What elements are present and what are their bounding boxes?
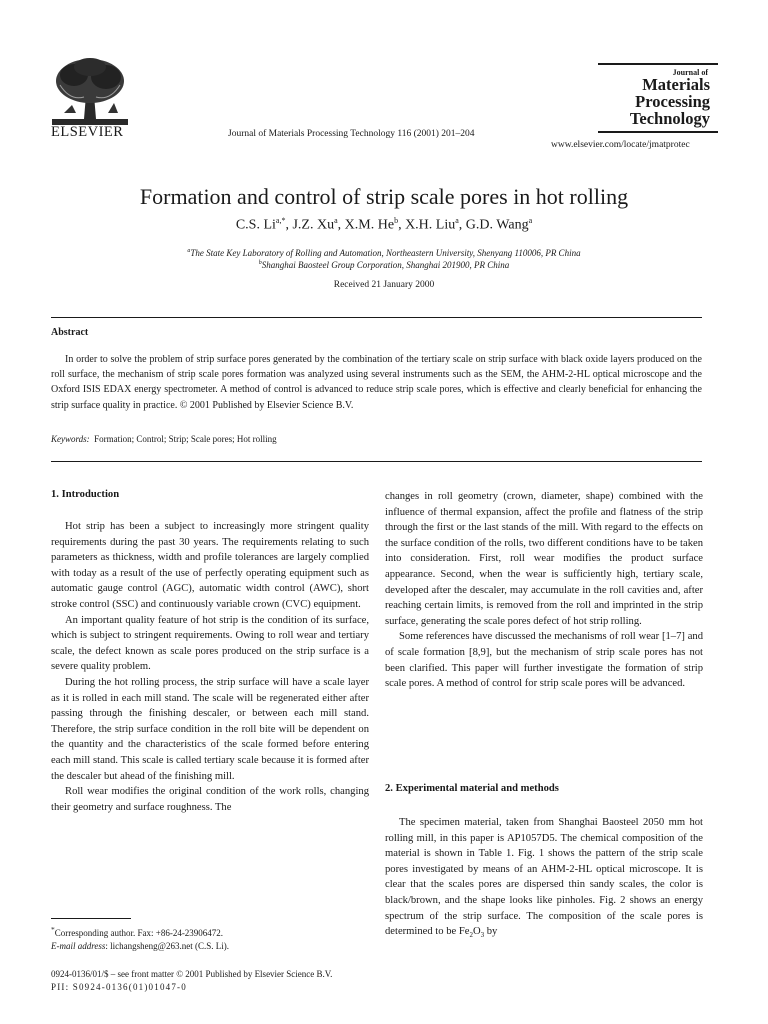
brand-title-line: Materials [642, 75, 710, 94]
brand-title-line: Processing [635, 92, 710, 111]
brand-rule-bottom [598, 131, 718, 133]
divider [51, 461, 702, 462]
keywords-list: Formation; Control; Strip; Scale pores; Hot rolling [94, 434, 277, 444]
abstract-text: In order to solve the problem of strip surface pores generated by the combination of the tertiary scale on strip surface with black oxide layers produced on the roll surface, the mechanism of strip scale pores formation was analyzed using several instruments such as the SEM, the AHM-2-HL optical microscope and the Oxford ISIS EDAX energy spectrometer. A method of control is advanced to reduce strip scale pores, which is effective and clearly beneficial for enhancing the strip surface quality in practice. © 2001 Published by Elsevier Science B.V. [51, 354, 702, 411]
author-name: G.D. Wang [465, 217, 529, 233]
footer-pii: PII: S0924-0136(01)01047-0 [51, 982, 187, 992]
paragraph-text: by [484, 926, 498, 938]
publisher-name: ELSEVIER [51, 124, 124, 140]
keywords [51, 434, 277, 444]
article-title: Formation and control of strip scale pores in hot rolling [139, 184, 629, 209]
author-affil-mark: a [528, 216, 533, 225]
body-column-left [51, 519, 369, 815]
journal-url: www.elsevier.com/locate/jmatprotec [551, 140, 690, 150]
abstract-heading: Abstract [51, 327, 89, 338]
brand-journal-of: Journal of [672, 68, 708, 77]
elsevier-tree-logo-icon [50, 55, 130, 127]
journal-brand-title [598, 76, 710, 127]
affiliation-mark: b [258, 260, 262, 266]
received-date: Received 21 January 2000 [333, 280, 435, 290]
paragraph-text: The specimen material, taken from Shanghai Baosteel 2050 mm hot rolling mill, in this paper is AP1057D5. The chemical composition of the material is shown in Table 1. Fig. 1 shows the pattern of the strip scale pores investigated by means of an AHM-2-HL optical microscope. It is clear that the scales pores are dispersed thin sandy scales, the color is black/brown, and the shape looks like pinholes. Fig. 2 shows an energy spectrum of the strip surface. The composition of the scale pores is determined to be Fe [385, 817, 703, 938]
divider [51, 317, 702, 318]
author-name: C.S. Li [235, 217, 276, 233]
affiliation-mark: a [187, 248, 191, 254]
affiliation-a [0, 248, 768, 258]
footnote [51, 923, 229, 953]
author-name: X.M. He [344, 217, 395, 233]
footnote-email: : lichangsheng@263.net (C.S. Li). [105, 941, 229, 951]
formula-subscript: 2 [469, 931, 473, 940]
footnote-line [51, 940, 229, 953]
body-paragraph: An important quality feature of hot strip is the condition of its surface, which is subject to stringent requirements. Owing to roll wear and tertiary scale, the defect known as scale pores produced on the strip surface is a severe quality problem. [51, 614, 369, 673]
affiliation-b [0, 260, 768, 270]
body-column-right [385, 489, 703, 692]
author-affil-mark: a [455, 216, 459, 225]
journal-citation: Journal of Materials Processing Technology 116 (2001) 201–204 [228, 129, 475, 139]
author-affil-mark: b [394, 216, 399, 225]
formula-subscript: 3 [480, 931, 485, 940]
body-paragraph [385, 815, 703, 944]
body-paragraph: changes in roll geometry (crown, diameter, shape) combined with the influence of thermal expansion, affect the profile and flatness of the strip through the first or the last stands of the mill. With regard to the effects on the surface condition of the rolls, two different conditions have to be taken into consideration. First, roll wear modifies the product surface appearance. Second, when the wear is sufficiently high, tertiary scale, developed after the descaler, may accumulate in the roll cavities and, after reaching certain limits, is removed from the roll and imprinted in the strip surface, generating the scale pores defect of hot strip rolling. [385, 491, 703, 627]
formula-text: O [472, 926, 481, 938]
footer-copyright: 0924-0136/01/$ – see front matter © 2001 Published by Elsevier Science B.V. [51, 969, 333, 979]
author-name: X.H. Liu [405, 217, 456, 233]
section-heading: 1. Introduction [51, 489, 120, 500]
body-column-right-2 [385, 815, 703, 944]
brand-rule-top [598, 63, 718, 65]
author-affil-mark: a,* [275, 216, 286, 225]
body-paragraph: During the hot rolling process, the strip surface will have a scale layer as it is rolled in each mill stand. The scale will be regenerated either after passing through the finishing descaler, or between each mill stand. Therefore, the strip surface condition in the roll bite will be dependent on the quantity and the characteristics of the scale formed before entering each mill stand. This scale is called tertiary scale because it is formed after the descaler but ahead of the finishing mill. [51, 676, 369, 782]
footnote-rule [51, 918, 131, 919]
keywords-label: Keywords: [51, 434, 90, 444]
author-list: C.S. $Li^{a,*}$, J.Z. Xu$^a$, X.M. He$^b$, X.H. Liu$^a$, G.D. Wang$^a$ [235, 216, 533, 233]
page-footer [51, 968, 332, 994]
footnote-email-label: E-mail address [51, 941, 106, 951]
body-paragraph: Hot strip has been a subject to increasingly more stringent quality requirements during the past 30 years. The requirements relating to such parameters as thickness, width and profile tolerances are largely complied with today as a result of the use of perfectly operating equipment such as automatic gauge control (AGC), automatic width control (AWC), short stroke control (SSC) and continuously variable crown (CVC) equipment. [51, 521, 369, 610]
author-name: J.Z. Xu [292, 217, 335, 233]
section-heading: 2. Experimental material and methods [385, 783, 559, 794]
footnote-line: *Corresponding author. Fax: +86-24-23906472. [51, 925, 224, 938]
affiliation-text: Shanghai Baosteel Group Corporation, Shanghai 201900, PR China [261, 260, 510, 270]
brand-title-line: Technology [629, 109, 710, 128]
body-paragraph: Some references have discussed the mechanisms of roll wear [1–7] and of scale formation [8,9], but the mechanism of strip scale pores has not been clarified. This paper will further investigate the formation of strip scale pores. A method of control for strip scale pores will be advanced. [385, 631, 703, 690]
footnote-corresponding: Corresponding author. Fax: +86-24-23906472. [54, 928, 224, 938]
affiliation-text: The State Key Laboratory of Rolling and Automation, Northeastern University, Shenyang 110006, PR China [190, 248, 581, 258]
author-affil-mark: a [334, 216, 338, 225]
body-paragraph: Roll wear modifies the original condition of the work rolls, changing their geometry and surface roughness. The [51, 786, 369, 813]
